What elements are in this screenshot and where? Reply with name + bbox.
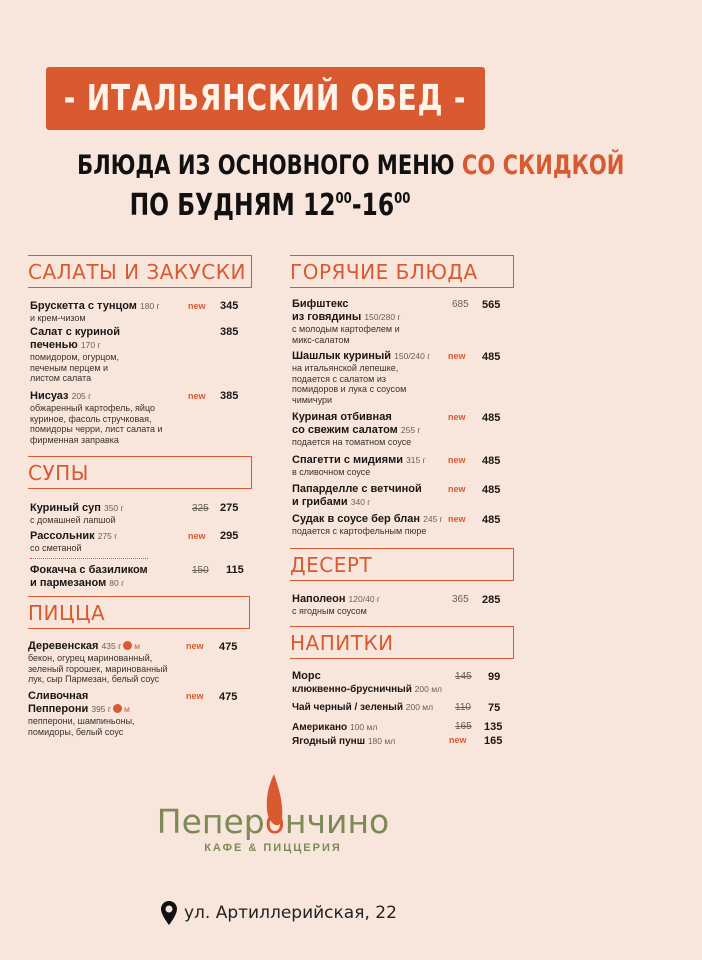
title-banner — [46, 67, 485, 130]
menu-item — [292, 593, 504, 621]
item-price: 475 — [219, 641, 238, 653]
item-weight: 315 г — [406, 455, 426, 465]
item-weight: 200 мл — [405, 702, 434, 712]
item-name: Папарделле с ветчиной — [292, 483, 422, 495]
item-price: 485 — [482, 484, 501, 496]
menu-item — [292, 350, 504, 411]
item-name: Деревенская — [28, 640, 99, 652]
drinks-list — [292, 670, 504, 749]
item-name: Куриный суп — [30, 502, 101, 514]
item-name: Американо — [292, 722, 348, 733]
old-price: 145 — [455, 671, 472, 682]
item-weight: 395 г — [91, 704, 111, 714]
item-name: Шашлык куриный — [292, 350, 392, 362]
item-desc: с домашней лапшой — [30, 515, 116, 525]
new-badge: new — [448, 484, 466, 494]
item-price: 165 — [484, 735, 503, 747]
item-desc: подается на томатном соусе — [292, 437, 412, 447]
item-weight: 80 г — [109, 578, 125, 588]
item-price: 485 — [482, 514, 501, 526]
item-name-2: Пепперони — [28, 703, 89, 715]
menu-item — [30, 326, 242, 390]
salads-list — [30, 300, 242, 450]
item-name: Рассольник — [30, 530, 95, 542]
item-name-2: печенью — [30, 339, 78, 351]
item-desc: с молодым картофелем и микс-салатом — [292, 324, 400, 345]
section-hot-title: ГОРЯЧИЕ БЛЮДА — [290, 259, 478, 284]
old-price: 365 — [452, 594, 469, 605]
item-weight: 150/240 г — [394, 351, 431, 361]
menu-item — [28, 690, 243, 740]
section-soups-title: СУПЫ — [28, 460, 89, 485]
menu-item — [292, 483, 504, 513]
item-price: 275 — [220, 502, 239, 514]
logo-name-right: нчино — [284, 802, 390, 841]
item-name: Фокачча с базиликом — [30, 564, 148, 576]
new-badge: new — [449, 735, 467, 745]
menu-item — [292, 411, 504, 454]
item-weight: 205 г — [71, 391, 92, 401]
hours-prefix: ПО БУДНЯМ 12 — [129, 188, 336, 223]
item-name: Морс — [292, 670, 321, 682]
menu-item — [292, 298, 504, 350]
subtitle-highlight: СО СКИДКОЙ — [461, 150, 625, 181]
section-hot — [290, 255, 514, 288]
pizza-size: м — [124, 704, 130, 714]
item-name: Бифштекс — [292, 298, 349, 310]
item-weight: 100 мл — [349, 722, 378, 732]
item-weight: 255 г — [400, 425, 421, 435]
hours-from-min: 00 — [335, 189, 352, 207]
old-price: 165 — [455, 721, 472, 732]
item-price: 345 — [220, 300, 239, 312]
item-name-2: и грибами — [292, 496, 348, 508]
section-pizza-title: ПИЦЦА — [28, 600, 106, 625]
item-weight: 245 г — [423, 514, 443, 524]
item-weight: 180 г — [140, 301, 160, 311]
new-badge: new — [186, 641, 204, 651]
item-price: 295 — [220, 530, 239, 542]
item-desc: с ягодным соусом — [292, 606, 367, 616]
menu-item — [292, 721, 504, 735]
subtitle-text: БЛЮДА ИЗ ОСНОВНОГО МЕНЮ — [77, 150, 462, 181]
location-pin-icon — [160, 900, 178, 926]
item-name: Сливочная — [28, 690, 89, 702]
item-name-2: из говядины — [292, 311, 362, 323]
item-desc: в сливочном соусе — [292, 467, 371, 477]
new-badge: new — [188, 391, 206, 401]
menu-item — [292, 513, 504, 539]
item-price: 115 — [226, 564, 244, 576]
new-badge: new — [448, 514, 466, 524]
item-price: 485 — [482, 455, 501, 467]
pizza-size: м — [134, 641, 141, 651]
section-drinks-title: НАПИТКИ — [290, 630, 394, 655]
section-soups — [28, 456, 252, 489]
item-name: Салат с куриной — [30, 326, 121, 338]
item-name-2: клюквенно-брусничный — [292, 684, 412, 695]
item-desc: подается с картофельным пюре — [292, 526, 427, 536]
new-badge: new — [448, 351, 466, 361]
section-pizza — [28, 596, 250, 629]
hours-to: -16 — [351, 188, 395, 223]
section-salads-title: САЛАТЫ И ЗАКУСКИ — [28, 259, 246, 284]
pizza-size-icon — [123, 641, 132, 650]
address — [160, 898, 397, 928]
dessert-list — [292, 593, 504, 621]
old-price: 150 — [192, 565, 209, 576]
item-price: 135 — [484, 721, 503, 733]
item-price: 565 — [482, 299, 501, 311]
item-name: Судак в соусе бер блан — [292, 513, 421, 525]
menu-item — [292, 670, 504, 701]
item-weight: 340 г — [350, 497, 371, 507]
item-name: Спагетти с мидиями — [292, 454, 403, 466]
hours-to-min: 00 — [394, 189, 411, 207]
logo-subtitle: КАФЕ & ПИЦЦЕРИЯ — [204, 842, 342, 854]
item-weight: 275 г — [97, 531, 118, 541]
item-weight: 150/280 г — [364, 312, 401, 322]
item-desc: со сметаной — [30, 543, 82, 553]
item-weight: 435 г — [101, 641, 122, 651]
item-weight: 200 мл — [414, 684, 443, 694]
section-salads — [28, 255, 252, 288]
hot-list — [292, 298, 504, 539]
subtitle-hours — [0, 188, 540, 223]
menu-item — [292, 701, 504, 721]
old-price: 685 — [452, 299, 469, 310]
item-desc: и крем-чизом — [30, 313, 86, 323]
new-badge: new — [448, 412, 466, 422]
old-price: 325 — [192, 503, 209, 514]
soups-list — [30, 502, 242, 590]
pizza-list — [28, 640, 243, 740]
logo-name-left: Пепер — [156, 802, 265, 841]
section-drinks — [290, 626, 514, 659]
new-badge: new — [188, 301, 206, 311]
item-name: Ягодный пунш — [292, 736, 366, 747]
item-price: 385 — [220, 390, 239, 402]
item-name: Куриная отбивная — [292, 411, 392, 423]
item-price: 285 — [482, 594, 501, 606]
address-text: ул. Артиллерийская, 22 — [184, 903, 397, 923]
item-weight: 120/40 г — [348, 594, 381, 604]
item-name: Нисуаз — [30, 390, 69, 402]
item-name: Чай черный / зеленый — [292, 702, 403, 713]
old-price: 110 — [455, 702, 471, 713]
item-desc: обжаренный картофель, яйцо куриное, фасоль стручковая, помидоры черри, лист салата и фирменная заправка — [30, 403, 163, 445]
item-price: 75 — [488, 702, 501, 714]
logo — [148, 772, 398, 862]
section-dessert-title: ДЕСЕРТ — [290, 552, 373, 577]
item-price: 99 — [488, 671, 501, 683]
logo-name — [148, 802, 398, 841]
new-badge: new — [448, 455, 466, 465]
new-badge: new — [186, 691, 204, 701]
item-name: Брускетта с тунцом — [30, 300, 137, 312]
item-weight: 350 г — [103, 503, 124, 513]
item-desc: на итальянской лепешке, подается с салатом из помидоров и лука с соусом чимичури — [292, 363, 407, 405]
logo-name-mid: о — [264, 802, 285, 841]
item-price: 475 — [219, 691, 238, 703]
menu-item — [30, 390, 242, 450]
menu-item — [28, 640, 243, 690]
section-dessert — [290, 548, 514, 581]
menu-item — [30, 530, 242, 558]
item-price: 485 — [482, 412, 501, 424]
item-price: 385 — [220, 326, 239, 338]
item-desc: бекон, огурец маринованный, зеленый горошек, маринованный лук, сыр Пармезан, белый соус — [28, 653, 168, 684]
item-desc: помидором, огурцом, печеным перцем и листом салата — [30, 352, 119, 383]
pizza-size-icon — [113, 704, 122, 713]
item-weight: 170 г — [80, 340, 101, 350]
item-price: 485 — [482, 351, 501, 363]
menu-item — [30, 300, 242, 326]
item-name-2: и пармезаном — [30, 577, 107, 589]
new-badge: new — [188, 531, 206, 541]
item-name: Наполеон — [292, 593, 346, 605]
item-weight: 180 мл — [367, 736, 396, 746]
item-name-2: со свежим салатом — [292, 424, 398, 436]
item-desc: пепперони, шампиньоны, помидоры, белый соус — [28, 716, 135, 737]
banner-title: - ИТАЛЬЯНСКИЙ ОБЕД - — [64, 78, 467, 119]
menu-item — [292, 454, 504, 483]
menu-item — [292, 735, 504, 749]
menu-item — [30, 502, 242, 530]
menu-item — [30, 558, 242, 590]
subtitle-line-1 — [0, 150, 625, 181]
